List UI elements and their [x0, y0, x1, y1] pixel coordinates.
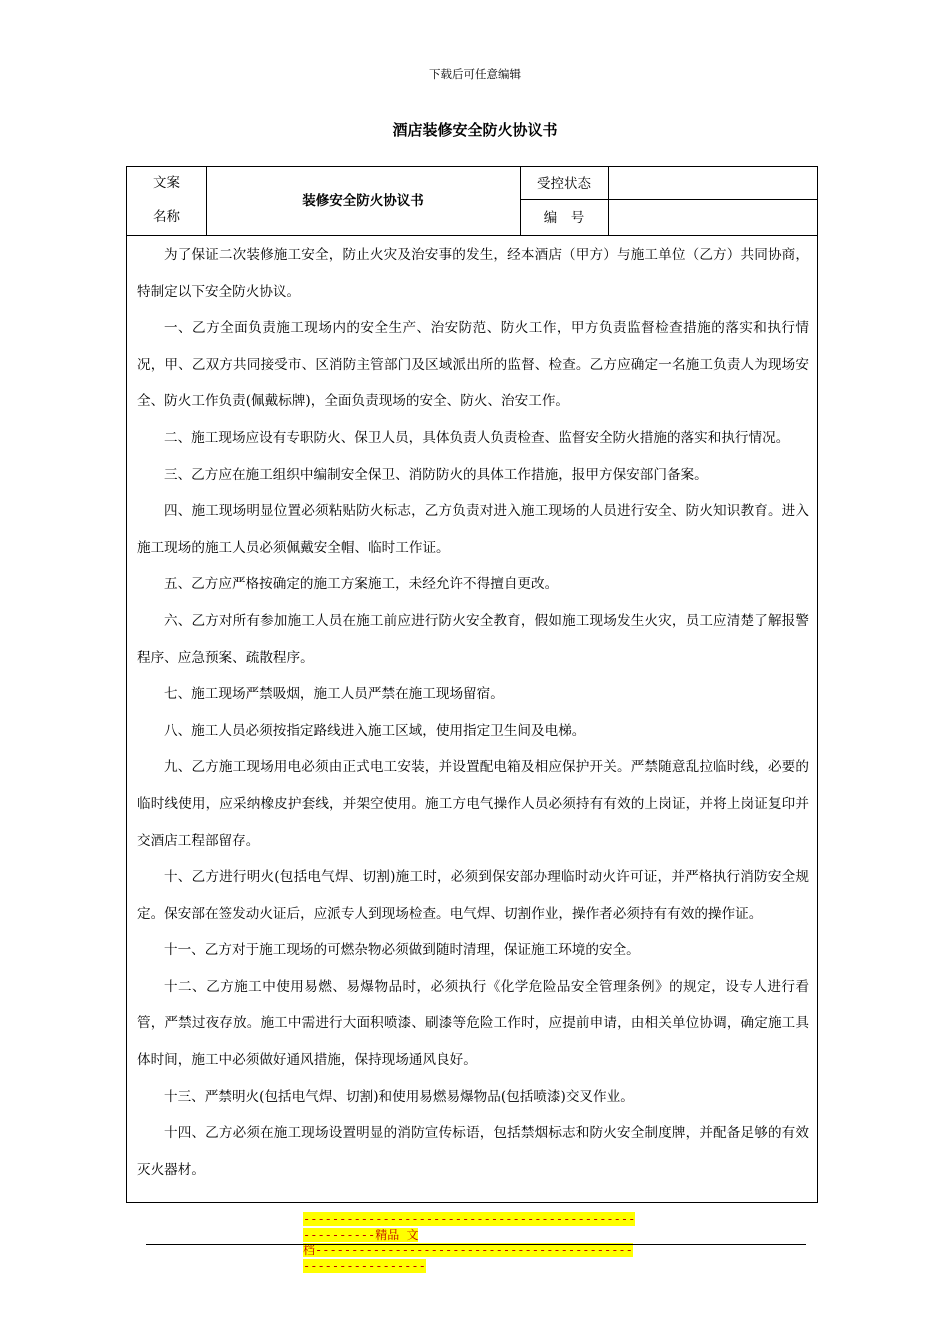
footer-watermark — [303, 1212, 638, 1274]
table-header-row — [127, 167, 817, 236]
paragraph-2: 二、施工现场应设有专职防火、保卫人员，具体负责人负责检查、监督安全防火措施的落实和执行情况。 — [164, 429, 790, 446]
number-label: 编 号 — [543, 210, 585, 226]
doc-name-label — [127, 171, 206, 225]
paragraph-11: 十一、乙方对于施工现场的可燃杂物必须做到随时清理，保证施工环境的安全。 — [164, 942, 640, 959]
document-title: 酒店装修安全防火协议书 — [392, 121, 558, 139]
doc-name-value: 装修安全防火协议书 — [302, 193, 424, 209]
paragraph-intro: 为了保证二次装修施工安全，防止火灾及治安事的发生，经本酒店（甲方）与施工单位（乙方）共同协商，特制定以下安全防火协议。 — [137, 247, 809, 300]
doc-name-label-line1: 文案 — [153, 175, 180, 191]
footer-rule — [146, 1244, 806, 1245]
paragraph-7: 七、施工现场严禁吸烟，施工人员严禁在施工现场留宿。 — [164, 686, 504, 703]
paragraph-14: 十四、乙方必须在施工现场设置明显的消防宣传标语，包括禁烟标志和防火安全制度牌，并配备足够的有效灭火器材。 — [137, 1125, 809, 1178]
paragraph-12: 十二、乙方施工中使用易燃、易爆物品时，必须执行《化学危险品安全管理条例》的规定，设专人进行看管，严禁过夜存放。施工中需进行大面积喷漆、刷漆等危险工作时，应提前申请，由相关单位协调，确定施工具体时间，施工中必须做好通风措施，保持现场通风良好。 — [137, 978, 809, 1069]
paragraph-3: 三、乙方应在施工组织中编制安全保卫、消防防火的具体工作措施，报甲方保安部门备案。 — [164, 466, 708, 483]
header-note: 下载后可任意编辑 — [429, 67, 521, 81]
agreement-body — [137, 237, 809, 1188]
paragraph-9: 九、乙方施工现场用电必须由正式电工安装，并设置配电箱及相应保护开关。严禁随意乱拉临时线，必要的临时线使用，应采纳橡皮护套线，并架空使用。施工方电气操作人员必须持有有效的上岗证，并将上岗证复印并交酒店工程部留存。 — [137, 759, 809, 849]
paragraph-10: 十、乙方进行明火(包括电气焊、切割)施工时，必须到保安部办理临时动火许可证，并严格执行消防安全规定。保安部在签发动火证后，应派专人到现场检查。电气焊、切割作业，操作者必须持有有效的操作证。 — [137, 869, 809, 922]
paragraph-4: 四、施工现场明显位置必须粘贴防火标志，乙方负责对进入施工现场的人员进行安全、防火知识教育。进入施工现场的施工人员必须佩戴安全帽、临时工作证。 — [137, 503, 809, 556]
control-status-label: 受控状态 — [537, 176, 591, 192]
paragraph-6: 六、乙方对所有参加施工人员在施工前应进行防火安全教育，假如施工现场发生火灾，员工应清楚了解报警程序、应急预案、疏散程序。 — [137, 612, 809, 666]
footer-line-1: --------------------------------------------------------精品 文 — [303, 1212, 636, 1242]
control-status-value — [608, 167, 817, 199]
paragraph-8: 八、施工人员必须按指定路线进入施工区域，使用指定卫生间及电梯。 — [164, 722, 586, 739]
footer-line-2: 档------------------------------------------------------------- — [303, 1243, 633, 1273]
doc-name-label-line2: 名称 — [153, 209, 180, 225]
agreement-table — [126, 166, 818, 1203]
paragraph-1: 一、乙方全面负责施工现场内的安全生产、治安防范、防火工作，甲方负责监督检查措施的落实和执行情况，甲、乙双方共同接受市、区消防主管部门及区域派出所的监督、检查。乙方应确定一名施工负责人为现场安全、防火工作负责(佩戴标牌)，全面负责现场的安全、防火、治安工作。 — [137, 320, 809, 410]
number-value — [608, 200, 817, 235]
paragraph-5: 五、乙方应严格按确定的施工方案施工，未经允许不得擅自更改。 — [164, 576, 559, 593]
paragraph-13: 十三、严禁明火(包括电气焊、切割)和使用易燃易爆物品(包括喷漆)交叉作业。 — [164, 1088, 634, 1105]
